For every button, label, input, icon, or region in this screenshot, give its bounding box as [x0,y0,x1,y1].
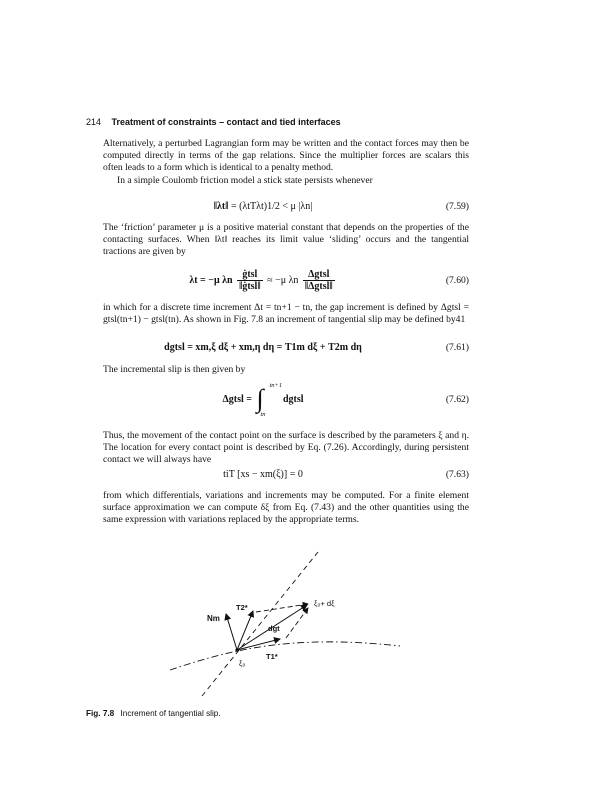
contact-point-marker [235,648,238,651]
normal-vector [226,614,237,650]
integral-sign: ∫ tn+1 tn [256,381,283,418]
eq761-text: dgtsl = xm,ξ dξ + xm,η dη = T1m dξ + T2m dη [164,342,362,353]
paragraph-coulomb-intro: In a simple Coulomb friction model a stick state persists whenever [117,175,373,186]
equation-number-7-62: (7.62) [445,394,469,405]
equation-number-7-63: (7.63) [445,469,469,480]
eq760-approx: ≈ −μ λn [267,275,299,286]
integral-upper-limit: tn+1 [269,381,283,389]
paragraph-contact-movement: Thus, the movement of the contact point on the surface is described by the parameters ξ and η. The location for every contact point is described by Eq. (7.26). Accordingly, during persistent contact we will always have [103,430,469,465]
paragraph-incremental-slip: The incremental slip is then given by [103,364,246,375]
eq760-lhs: λt = −μ λn [189,275,233,286]
paragraph-finite-element: from which differentials, variations and increments may be computed. For a finite element surface approximation we can compute δξ from Eq. (7.43) and the other quantities using the same expression with variations replaced by the appropriate terms. [103,490,469,525]
equation-7-62 [103,380,469,420]
running-title: Treatment of constraints – contact and tied interfaces [111,117,341,127]
paragraph-time-increment: in which for a discrete time increment Δt = tn+1 − tn, the gap increment is defined by Δgtsl = gtsl(tn+1) − gtsl(tn). As shown in Fig. 7.8 an increment of tangential slip may be defined by41 [103,302,469,325]
equation-7-61 [103,337,469,359]
eq760-num-rate: ġtsl [237,269,262,281]
figure-caption-text: Increment of tangential slip. [120,709,221,718]
paragraph-friction-parameter: The ‘friction’ parameter μ is a positive material constant that depends on the properties of the contacting surfaces. When ‖λt‖ reaches its limit value ‘sliding’ occurs and the tangential tractions are given by [103,222,469,257]
eq760-fraction-increment [303,269,335,292]
eq759-rhs: < μ |λn| [282,201,313,212]
eq762-lhs: Δgtsl = [222,394,252,405]
label-xi: ξ₀ [239,659,246,668]
eq762-integrand: dgtsl [282,394,304,405]
label-xi-plus: ξ₀+ dξ [314,599,335,608]
equation-7-59 [103,196,469,218]
equation-number-7-60: (7.60) [445,275,469,286]
eq760-den-rate: ‖ġtsl‖ [239,281,261,293]
eq763-text: tiT [xs − xm(ξ)] = 0 [223,469,303,480]
label-normal: Nm [207,614,220,623]
eq760-num-increment: Δgtsl [303,269,335,281]
t2-translated-vector [286,608,308,638]
t1-translated-vector [256,604,308,612]
figure-tangential-slip [150,548,410,708]
page-number: 214 [86,117,102,127]
eq760-den-increment: ‖Δgtsl‖ [304,281,333,293]
label-t2: T2* [236,603,248,612]
t2-vector [237,611,253,650]
eq759-mid: = (λtTλt)1/2 [230,201,280,212]
label-dg: dgt [268,624,280,633]
curvilinear-eta-line [202,552,318,696]
equation-7-60 [103,266,469,296]
figure-caption [86,709,221,718]
equation-number-7-61: (7.61) [445,342,469,353]
paragraph-perturbed-lagrangian: Alternatively, a perturbed Lagrangian form may be written and the contact forces may then be computed directly in terms of the gap relations. Since the multiplier forces are scalars this often leads to a form which is identical to a penalty method. [103,138,469,173]
curvilinear-xi-line [170,642,400,670]
eq760-fraction-rate [237,269,262,292]
eq759-lhs: ‖λt‖ [213,201,229,212]
label-t1: T1* [266,652,278,661]
figure-caption-label: Fig. 7.8 [86,709,115,718]
integral-lower-limit: tn [260,410,266,418]
running-head [86,117,341,127]
equation-number-7-59: (7.59) [445,201,469,212]
equation-7-63 [103,464,469,486]
